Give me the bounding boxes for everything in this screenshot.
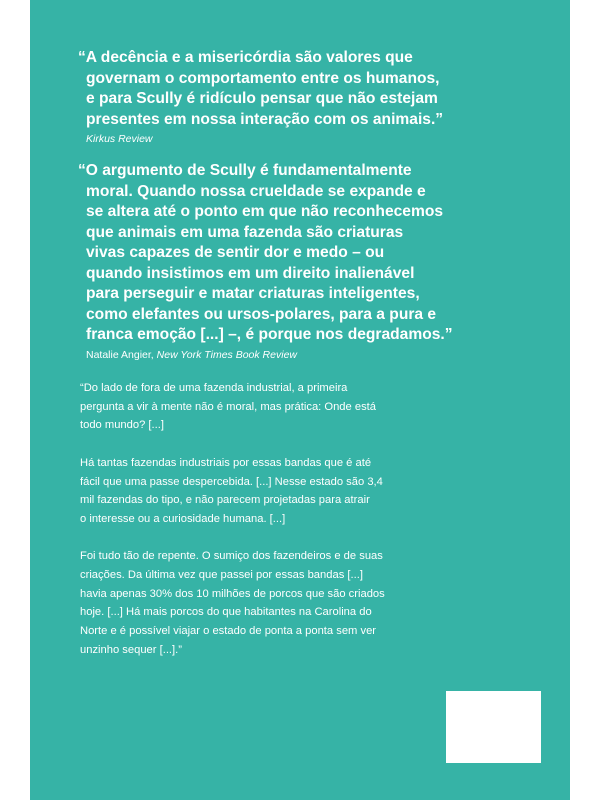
excerpt-line: todo mundo? [...] xyxy=(80,419,164,432)
book-excerpt xyxy=(80,379,385,678)
source-publication: Kirkus Review xyxy=(86,133,153,145)
quote-line: como elefantes ou ursos-polares, para a pura e xyxy=(86,305,437,323)
quote-line: “A decência e a misericórdia são valores que xyxy=(78,49,413,66)
excerpt-line: Norte e é possível viajar o estado de ponta a ponta sem ver xyxy=(80,625,377,638)
quote-line: presentes em nossa interação com os animais.” xyxy=(86,110,444,128)
excerpt-line: mil fazendas do tipo, e não parecem projetadas para atrair xyxy=(80,494,370,507)
excerpt-line: Foi tudo tão de repente. O sumiço dos fazendeiros e de suas xyxy=(80,550,383,563)
quote-line: que animais em uma fazenda são criaturas xyxy=(86,223,404,241)
excerpt-line: pergunta a vir à mente não é moral, mas prática: Onde está xyxy=(80,400,377,413)
source-publication: New York Times Book Review xyxy=(156,348,297,361)
excerpt-line: o interesse ou a curiosidade humana. [...] xyxy=(80,512,286,525)
quote-line: quando insistimos em um direito inalienável xyxy=(86,264,415,282)
quote-source xyxy=(86,132,443,146)
excerpt-line: hoje. [...] Há mais porcos do que habitantes na Carolina do xyxy=(80,606,372,619)
review-quote-nytimes xyxy=(78,161,453,362)
quote-line: moral. Quando nossa crueldade se expande e xyxy=(86,182,426,200)
quote-line: se altera até o ponto em que não reconhecemos xyxy=(86,203,444,220)
back-cover xyxy=(30,0,570,800)
quote-line: e para Scully é ridículo pensar que não estejam xyxy=(86,90,438,107)
quote-text xyxy=(78,48,443,130)
quote-line: “O argumento de Scully é fundamentalmente xyxy=(78,162,412,179)
excerpt-line: criações. Da última vez que passei por essas bandas [...] xyxy=(80,569,363,581)
quote-source xyxy=(86,348,453,362)
excerpt-line: Há tantas fazendas industriais por essas bandas que é até xyxy=(80,456,372,469)
barcode-placeholder xyxy=(446,691,541,763)
excerpt-paragraph xyxy=(80,454,385,529)
excerpt-paragraph xyxy=(80,547,385,659)
excerpt-line: “Do lado de fora de uma fazenda industrial, a primeira xyxy=(80,382,348,394)
quote-line: para perseguir e matar criaturas inteligentes, xyxy=(86,285,420,302)
excerpt-line: unzinho sequer [...].” xyxy=(80,643,182,656)
excerpt-line: fácil que uma passe despercebida. [...] Nesse estado são 3,4 xyxy=(80,475,383,488)
review-quote-kirkus xyxy=(78,48,443,146)
quote-line: vivas capazes de sentir dor e medo – ou xyxy=(86,244,385,261)
source-name: Natalie Angier, xyxy=(86,348,157,361)
quote-text xyxy=(78,161,453,346)
excerpt-line: havia apenas 30% dos 10 milhões de porcos que são criados xyxy=(80,587,385,600)
quote-line: governam o comportamento entre os humanos, xyxy=(86,69,440,87)
quote-line: franca emoção [...] –, é porque nos degradamos.” xyxy=(86,326,453,343)
excerpt-paragraph xyxy=(80,379,385,435)
